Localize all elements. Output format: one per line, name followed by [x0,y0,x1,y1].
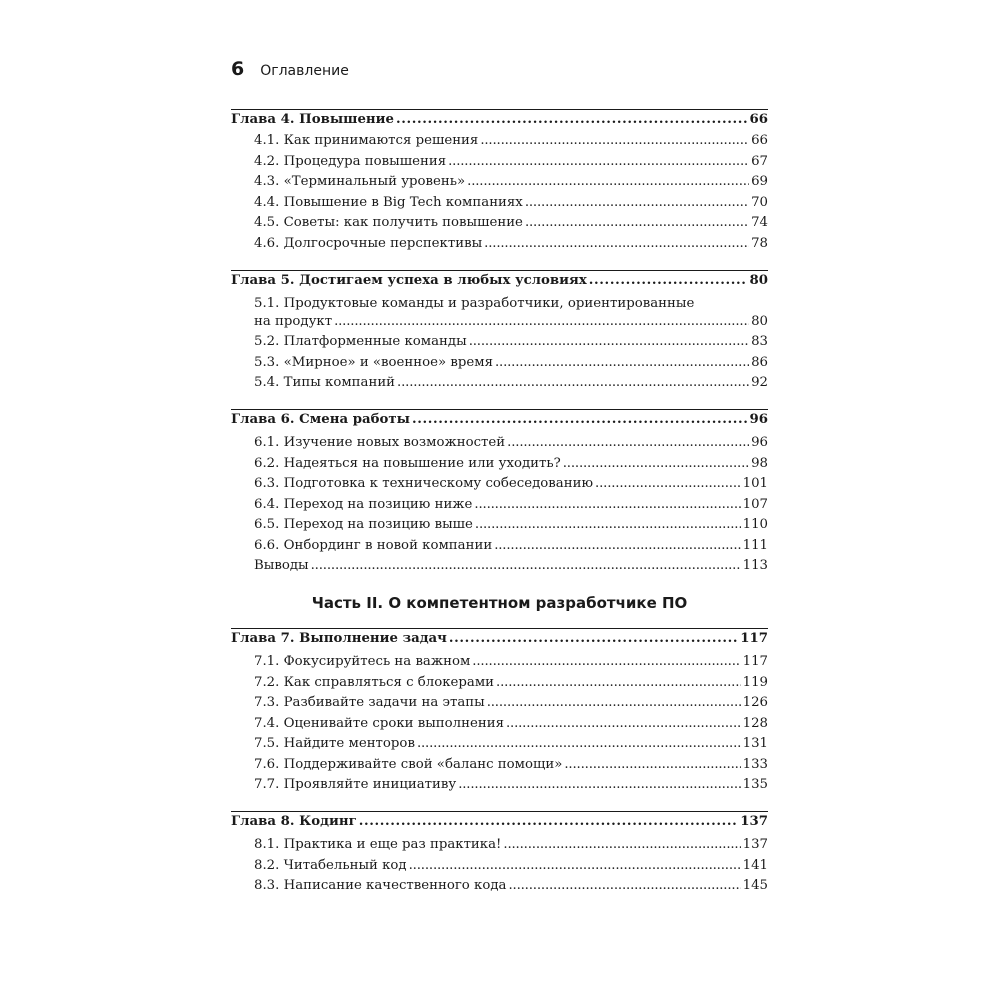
dot-leader [417,736,741,751]
dot-leader [480,133,749,148]
toc-title: 7.2. Как справляться с блокерами [254,675,495,690]
toc-title: 4.1. Как принимаются решения [254,133,479,148]
toc-section-5-1[interactable] [254,314,768,336]
dot-leader [595,476,741,491]
dot-leader [487,695,741,710]
toc-section-6-3[interactable] [254,476,768,498]
dot-leader [396,112,748,127]
toc-title: 6.5. Переход на позицию выше [254,517,473,532]
toc-section-7-7[interactable] [254,777,768,799]
toc-section-4-1[interactable] [254,133,768,155]
toc-chapter-6[interactable] [231,412,768,434]
toc-section-6-5[interactable] [254,517,768,539]
dot-leader [472,654,740,669]
toc-section-4-2[interactable] [254,154,768,176]
toc-page: 92 [751,375,768,390]
chapter-divider [231,109,768,110]
dot-leader [448,154,749,169]
dot-leader [506,716,741,731]
toc-section-7-1[interactable] [254,654,768,676]
toc-chapter-8[interactable] [231,814,768,836]
toc-page: 117 [742,654,768,669]
chapter-divider [231,811,768,812]
toc-page: 86 [751,355,768,370]
dot-leader [409,858,741,873]
toc-page: 101 [742,476,768,491]
toc-section-4-3[interactable] [254,174,768,196]
dot-leader [494,538,740,553]
toc-section-4-6[interactable] [254,236,768,258]
toc-page: 66 [749,112,768,127]
toc-title: 4.6. Долгосрочные перспективы [254,236,483,251]
toc-section-6-1[interactable] [254,435,768,457]
dot-leader [589,273,748,288]
toc-conclusions[interactable] [254,558,768,580]
toc-page: 80 [749,273,768,288]
toc-section-8-1[interactable] [254,837,768,859]
dot-leader [397,375,749,390]
toc-title: Выводы [254,558,309,573]
toc-page: 78 [751,236,768,251]
toc-page: 67 [751,154,768,169]
toc-page: 113 [742,558,768,573]
toc-page: 69 [751,174,768,189]
dot-leader [503,837,740,852]
toc-page: 66 [751,133,768,148]
toc-section-6-4[interactable] [254,497,768,519]
toc-page: 135 [742,777,768,792]
toc-title: 6.2. Надеяться на повышение или уходить? [254,456,561,471]
toc-title: 4.2. Процедура повышения [254,154,447,169]
toc-title: 8.2. Читабельный код [254,858,407,873]
toc-section-5-1-line1[interactable]: 5.1. Продуктовые команды и разработчики, ориентированные [254,296,695,311]
toc-title: 6.3. Подготовка к техническому собеседованию [254,476,594,491]
toc-title: 8.3. Написание качественного кода [254,878,507,893]
toc-chapter-5[interactable] [231,273,768,295]
toc-section-6-2[interactable] [254,456,768,478]
toc-title: 5.3. «Мирное» и «военное» время [254,355,493,370]
toc-section-5-2[interactable] [254,334,768,356]
dot-leader [475,517,741,532]
toc-page: 133 [742,757,768,772]
toc-page: 145 [742,878,768,893]
toc-title: 4.4. Повышение в Big Tech компаниях [254,195,523,210]
dot-leader [467,174,749,189]
dot-leader [474,497,740,512]
toc-section-7-6[interactable] [254,757,768,779]
part-heading: Часть II. О компетентном разработчике ПО [311,594,688,612]
toc-title: 5.2. Платформенные команды [254,334,467,349]
toc-page: 141 [742,858,768,873]
dot-leader [458,777,740,792]
toc-title: Глава 5. Достигаем успеха в любых условиях [231,273,587,288]
toc-title: 8.1. Практика и еще раз практика! [254,837,502,852]
dot-leader [311,558,741,573]
dot-leader [412,412,748,427]
toc-section-7-3[interactable] [254,695,768,717]
toc-page: 117 [740,631,768,646]
toc-page: 83 [751,334,768,349]
toc-page: 128 [742,716,768,731]
toc-title: 7.6. Поддерживайте свой «баланс помощи» [254,757,563,772]
dot-leader [508,878,740,893]
dot-leader [495,355,749,370]
toc-section-6-6[interactable] [254,538,768,560]
toc-section-4-5[interactable] [254,215,768,237]
page-header [231,58,349,86]
toc-title: 4.3. «Терминальный уровень» [254,174,466,189]
dot-leader [563,456,749,471]
toc-title: Глава 4. Повышение [231,112,394,127]
toc-page: 131 [742,736,768,751]
toc-page: 126 [742,695,768,710]
toc-page: 96 [751,435,768,450]
toc-page: 137 [742,837,768,852]
dot-leader [449,631,738,646]
dot-leader [525,195,749,210]
dot-leader [507,435,749,450]
dot-leader [564,757,740,772]
toc-section-8-2[interactable] [254,858,768,880]
page-number: 6 [231,58,245,80]
toc-chapter-4[interactable] [231,112,768,134]
dot-leader [469,334,749,349]
toc-title: 6.4. Переход на позицию ниже [254,497,473,512]
toc-page: 119 [742,675,768,690]
toc-page: 111 [742,538,768,553]
toc-title: 4.5. Советы: как получить повышение [254,215,523,230]
chapter-divider [231,270,768,271]
toc-title: Глава 7. Выполнение задач [231,631,447,646]
chapter-divider [231,409,768,410]
toc-title: Глава 8. Кодинг [231,814,357,829]
toc-title: 7.1. Фокусируйтесь на важном [254,654,471,669]
toc-section-7-4[interactable] [254,716,768,738]
toc-page: 70 [751,195,768,210]
toc-title: на продукт [254,314,333,329]
toc-page: 110 [742,517,768,532]
toc-title: 6.1. Изучение новых возможностей [254,435,506,450]
toc-page: 107 [742,497,768,512]
running-title: Оглавление [260,63,349,79]
toc-title: 7.7. Проявляйте инициативу [254,777,457,792]
toc-section-5-3[interactable] [254,355,768,377]
toc-section-5-4[interactable] [254,375,768,397]
dot-leader [525,215,749,230]
dot-leader [334,314,749,329]
toc-page: 80 [751,314,768,329]
toc-title: 7.5. Найдите менторов [254,736,415,751]
toc-title: 6.6. Онбординг в новой компании [254,538,493,553]
dot-leader [359,814,738,829]
dot-leader [484,236,749,251]
toc-title: 5.4. Типы компаний [254,375,396,390]
toc-page: 137 [740,814,768,829]
toc-section-8-3[interactable] [254,878,768,900]
toc-chapter-7[interactable] [231,631,768,653]
toc-page: 74 [751,215,768,230]
toc-title: 7.3. Разбивайте задачи на этапы [254,695,485,710]
toc-title: Глава 6. Смена работы [231,412,410,427]
toc-section-7-5[interactable] [254,736,768,758]
dot-leader [496,675,741,690]
toc-page: 98 [751,456,768,471]
toc-section-7-2[interactable] [254,675,768,697]
toc-page: 96 [749,412,768,427]
toc-section-4-4[interactable] [254,195,768,217]
toc-title: 7.4. Оценивайте сроки выполнения [254,716,504,731]
chapter-divider [231,628,768,629]
